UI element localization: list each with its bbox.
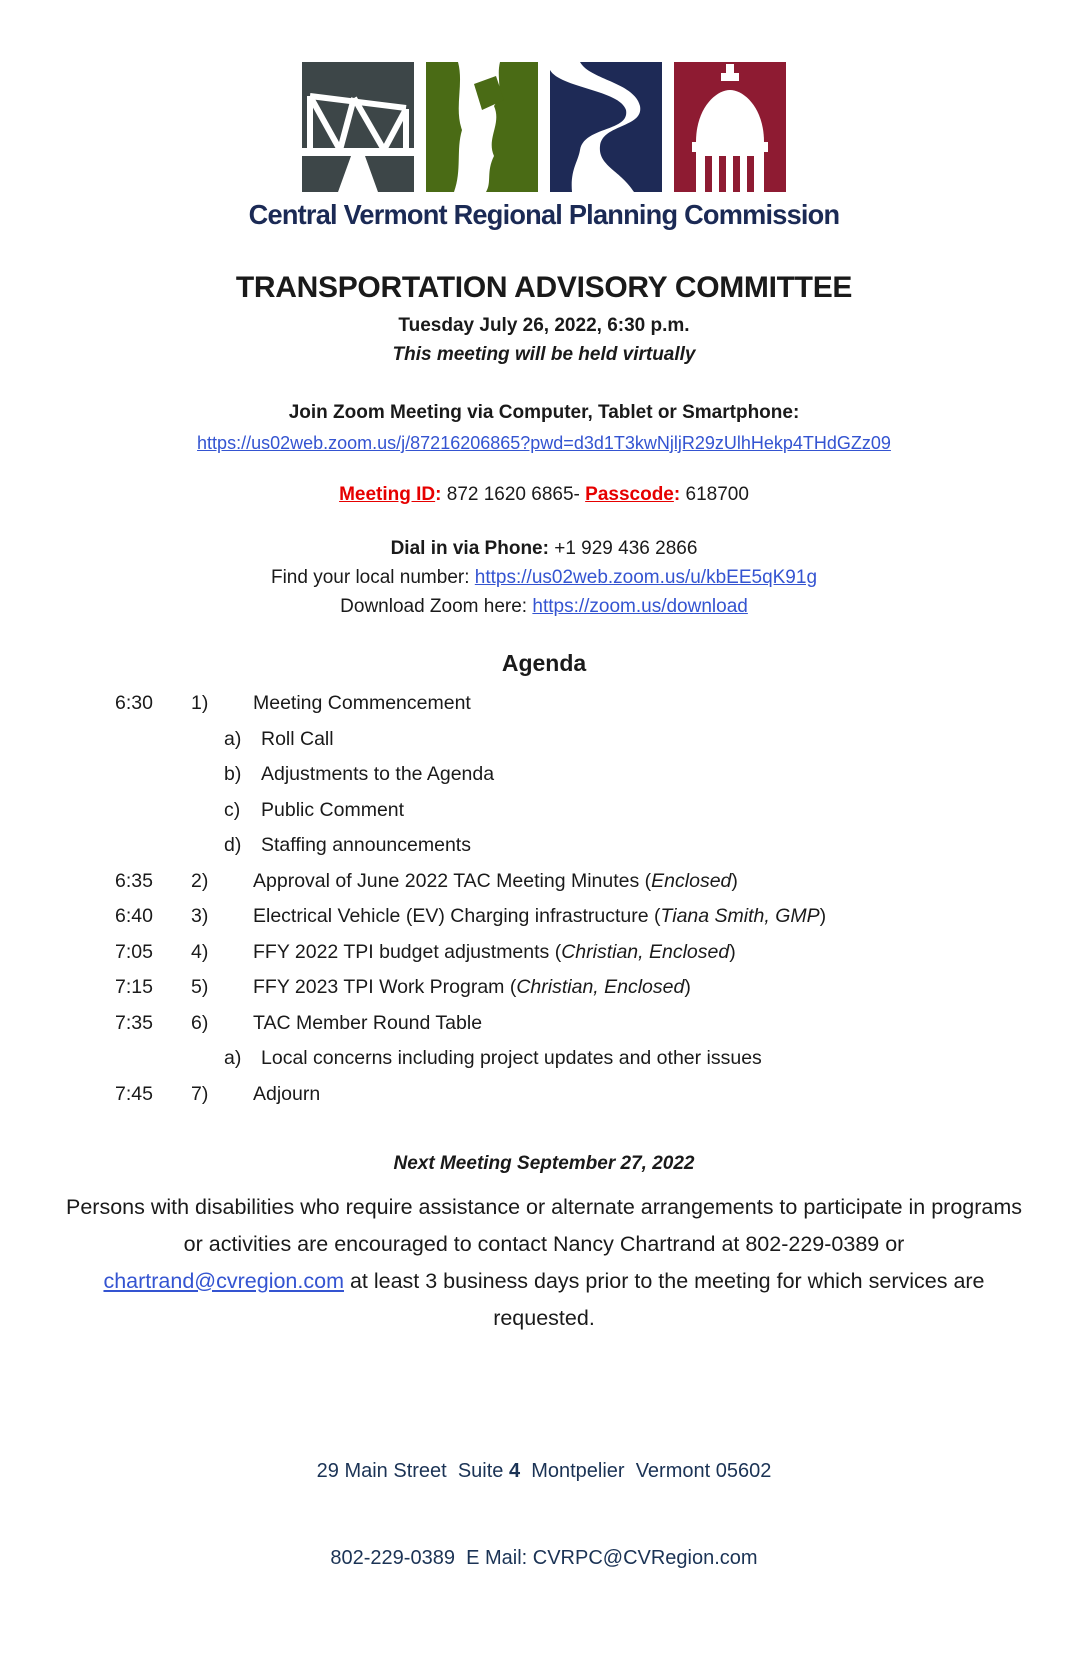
footer-address: 29 Main Street Suite 4 Montpelier Vermont 05602	[316, 1459, 772, 1482]
agenda-time: 6:30	[115, 692, 153, 714]
agenda-list	[60, 693, 1028, 1105]
agenda-text: Roll Call	[261, 727, 334, 750]
passcode-colon: :	[673, 484, 686, 505]
agenda-text: Meeting Commencement	[253, 692, 471, 714]
agenda-item-1	[115, 693, 1028, 714]
dial-in-label: Dial in via Phone:	[390, 538, 549, 559]
meeting-datetime: Tuesday July 26, 2022, 6:30 p.m.	[398, 315, 690, 336]
agenda-item-4	[115, 942, 1028, 963]
meeting-id-line	[60, 484, 1028, 506]
download-zoom-link[interactable]: https://zoom.us/download	[532, 596, 748, 617]
meeting-id-colon: :	[435, 484, 447, 505]
virtual-note: This meeting will be held virtually	[392, 344, 696, 365]
winding-road-icon	[550, 62, 662, 192]
agenda-time: 6:35	[115, 869, 153, 892]
footer	[60, 1399, 1028, 1631]
meeting-id-value: 872 1620 6865-	[446, 484, 586, 505]
agenda-text: Adjustments to the Agenda	[261, 763, 495, 785]
join-zoom-heading: Join Zoom Meeting via Computer, Tablet or Smartphone:	[288, 402, 800, 423]
dial-in-line	[60, 538, 1028, 560]
vermont-map-icon	[426, 62, 538, 192]
agenda-number: 4)	[191, 940, 209, 963]
accessibility-text-prefix: Persons with disabilities who require assistance or alternate arrangements to participate in programs or activities are encouraged to contact Nancy Chartrand at 802-229-0389 or	[65, 1194, 1023, 1256]
download-zoom-label: Download Zoom here:	[340, 596, 533, 617]
agenda-subitem-6a	[115, 1048, 1028, 1069]
agenda-text: Local concerns including project updates and other issues	[261, 1047, 762, 1069]
passcode-label: Passcode	[585, 484, 674, 505]
agenda-item-2	[115, 871, 1028, 892]
agenda-letter: c)	[224, 798, 241, 821]
accessibility-text-suffix: at least 3 business days prior to the meeting for which services are requested.	[343, 1268, 985, 1330]
agenda-item-5	[115, 977, 1028, 998]
download-zoom-line	[60, 596, 1028, 618]
agenda-letter: a)	[224, 727, 242, 750]
agenda-subitem-1c	[115, 800, 1028, 821]
agenda-number: 3)	[191, 905, 209, 927]
agenda-letter: d)	[224, 834, 242, 856]
agenda-text: FFY 2022 TPI budget adjustments (Christian, Enclosed)	[253, 940, 736, 963]
agenda-time	[115, 800, 224, 821]
join-url-line	[60, 433, 1028, 454]
agenda-number: 6)	[191, 1011, 209, 1034]
agenda-time: 7:45	[115, 1082, 153, 1105]
local-number-label: Find your local number:	[270, 567, 475, 588]
agenda-text: TAC Member Round Table	[253, 1011, 483, 1034]
agenda-number: 2)	[191, 869, 209, 892]
accessibility-statement	[64, 1189, 1024, 1337]
agenda-subitem-1d	[115, 835, 1028, 856]
agenda-text: Adjourn	[253, 1082, 321, 1105]
logo-tiles	[301, 62, 787, 192]
agenda-letter: b)	[224, 763, 242, 785]
zoom-join-link[interactable]: https://us02web.zoom.us/j/87216206865?pwd=d3d1T3kwNjljR29zUlhHekp4THdGZz09	[197, 433, 891, 453]
agenda-time: 7:05	[115, 940, 153, 963]
agenda-item-7	[115, 1084, 1028, 1105]
agenda-time: 6:40	[115, 905, 153, 927]
next-meeting-note: Next Meeting September 27, 2022	[393, 1152, 695, 1174]
agenda-text: Public Comment	[261, 798, 405, 821]
agenda-time	[115, 1048, 224, 1069]
agenda-text: Approval of June 2022 TAC Meeting Minutes (Enclosed)	[253, 869, 738, 892]
page-title: TRANSPORTATION ADVISORY COMMITTEE	[235, 271, 853, 304]
agenda-number: 7)	[191, 1082, 209, 1105]
agenda-letter: a)	[224, 1047, 242, 1069]
agenda-subitem-1a	[115, 729, 1028, 750]
cvrpc-logo	[60, 62, 1028, 231]
agenda-time: 7:35	[115, 1011, 153, 1034]
agenda-number: 1)	[191, 692, 209, 714]
capitol-dome-icon	[674, 62, 786, 192]
agenda-subitem-1b	[115, 764, 1028, 785]
truss-bridge-icon	[302, 62, 414, 192]
agenda-time: 7:15	[115, 976, 153, 998]
local-number-line	[60, 567, 1028, 589]
footer-contact: 802-229-0389 E Mail: CVRPC@CVRegion.com	[330, 1546, 758, 1569]
meeting-id-label: Meeting ID	[339, 484, 436, 505]
agenda-time	[115, 729, 224, 750]
agenda-time	[115, 764, 224, 785]
local-number-link[interactable]: https://us02web.zoom.us/u/kbEE5qK91g	[474, 567, 818, 588]
agenda-item-6	[115, 1013, 1028, 1034]
agenda-number: 5)	[191, 976, 209, 998]
agenda-text: Electrical Vehicle (EV) Charging infrastructure (Tiana Smith, GMP)	[253, 905, 827, 927]
agenda-time	[115, 835, 224, 856]
agenda-text: Staffing announcements	[261, 834, 471, 856]
contact-email-link[interactable]: chartrand@cvregion.com	[103, 1268, 344, 1293]
agenda-item-3	[115, 906, 1028, 927]
dial-in-number: +1 929 436 2866	[548, 538, 698, 559]
logo-wordmark: Central Vermont Regional Planning Commission	[248, 199, 840, 230]
passcode-value: 618700	[685, 484, 749, 505]
agenda-heading: Agenda	[501, 650, 587, 676]
agenda-text: FFY 2023 TPI Work Program (Christian, Enclosed)	[253, 976, 691, 998]
